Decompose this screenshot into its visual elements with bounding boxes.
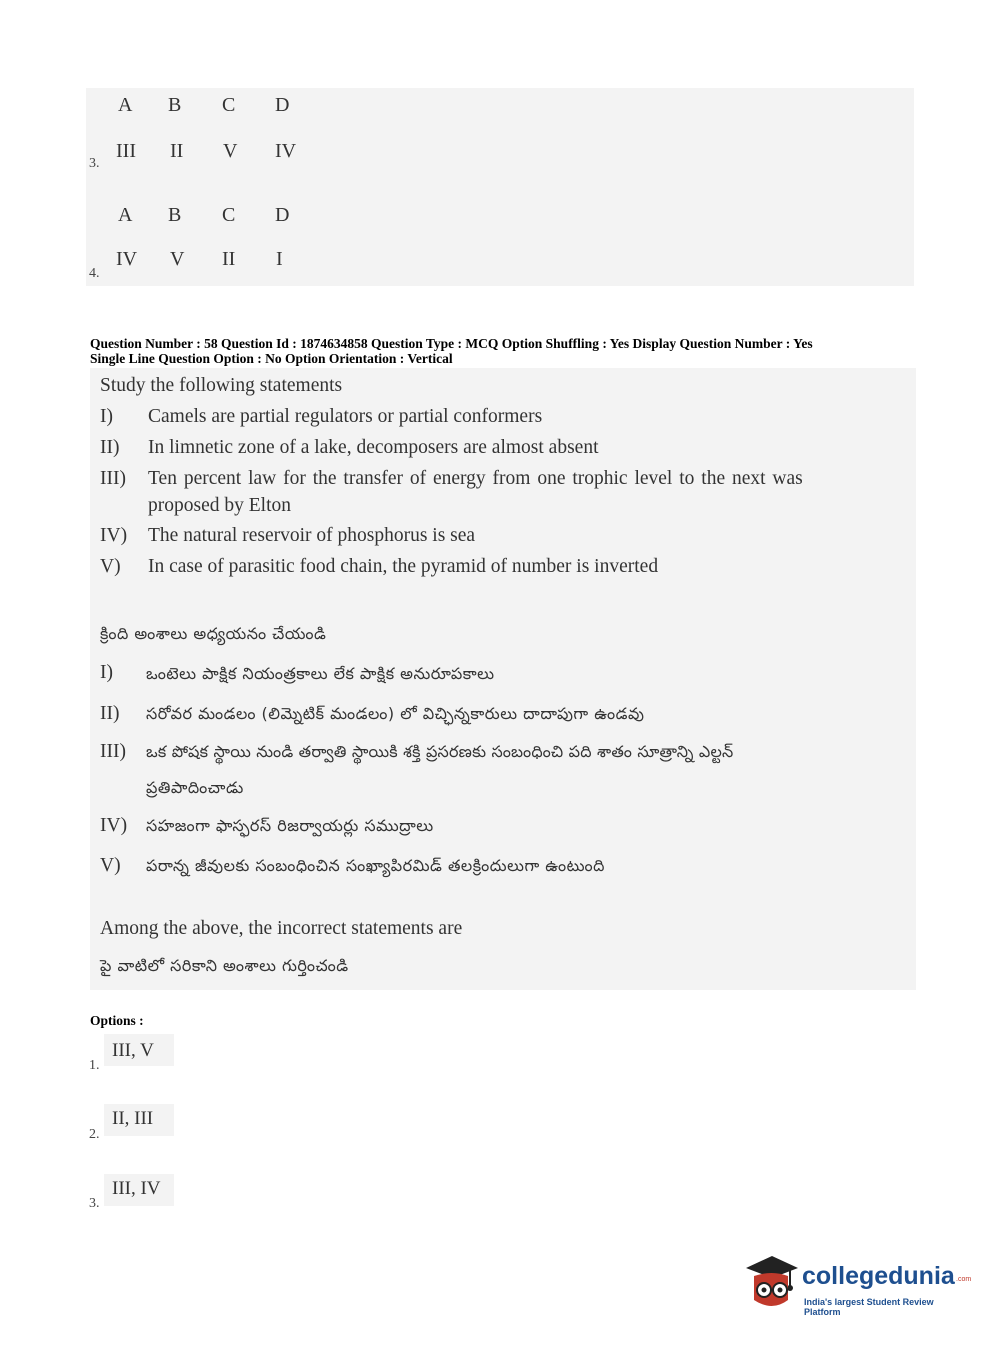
statement-text: ఒంటెలు పాక్షిక నియంత్రకాలు లేక పాక్షిక అనురూపకాలు: [146, 664, 495, 683]
matrix-value-cell: I: [276, 248, 283, 270]
option-number: 3.: [89, 1196, 100, 1211]
statement-text: సరోవర మండలం (లిమ్నెటిక్ మండలం) లో విచ్ఛిన్నకారులు దాదాపుగా ఉండవు: [146, 704, 645, 723]
option-number: 2.: [89, 1127, 100, 1142]
statement-text: In limnetic zone of a lake, decomposers are almost absent: [148, 437, 599, 458]
matrix-header-cell: B: [168, 204, 182, 226]
matrix-value-cell: III: [116, 140, 136, 162]
matrix-header-cell: D: [275, 94, 290, 116]
scan-block-prev-options: [86, 88, 914, 286]
option-number: 4.: [89, 266, 100, 281]
statement-number: V): [100, 556, 121, 577]
matrix-value-cell: IV: [116, 248, 138, 270]
matrix-header-cell: A: [118, 94, 133, 116]
mascot-icon: [740, 1250, 802, 1314]
matrix-header-cell: A: [118, 204, 133, 226]
question-intro-te: క్రింది అంశాలు అధ్యయనం చేయండి: [100, 624, 327, 643]
statement-number: I): [100, 406, 113, 427]
statement-text: The natural reservoir of phosphorus is sea: [148, 525, 476, 546]
statement-number: III): [100, 741, 126, 762]
statement-text: Camels are partial regulators or partial conformers: [148, 406, 543, 427]
option-number: 3.: [89, 156, 100, 171]
statement-text: సహజంగా ఫాస్ఫరస్ రిజర్వాయర్లు సముద్రాలు: [146, 816, 434, 835]
collegedunia-logo[interactable]: [740, 1248, 970, 1318]
statement-number: III): [100, 468, 126, 489]
question-meta-line-1: Question Number : 58 Question Id : 1874634858 Question Type : MCQ Option Shuffling : Yes Display Question Number : Yes: [90, 336, 813, 351]
matrix-header-cell: C: [222, 94, 236, 116]
statement-text: Ten percent law for the transfer of energy from one trophic level to the next was: [148, 468, 803, 489]
question-prompt-te: పై వాటిలో సరికాని అంశాలు గుర్తించండి: [100, 956, 349, 975]
statement-text-continued: proposed by Elton: [148, 495, 291, 516]
statement-number: IV): [100, 815, 128, 836]
statement-number: II): [100, 703, 120, 724]
option-text: III, V: [112, 1040, 154, 1061]
statement-number: II): [100, 437, 120, 458]
matrix-value-cell: II: [222, 248, 236, 270]
statement-text-continued: ప్రతిపాదించాడు: [146, 778, 244, 797]
statement-number: IV): [100, 525, 128, 546]
matrix-value-cell: V: [170, 248, 185, 270]
option-text: II, III: [112, 1108, 154, 1129]
question-meta-line-2: Single Line Question Option : No Option Orientation : Vertical: [90, 351, 453, 366]
options-label: Options :: [90, 1013, 144, 1028]
logo-tagline: India's largest Student Review Platform: [804, 1297, 934, 1317]
statement-text: In case of parasitic food chain, the pyramid of number is inverted: [148, 556, 659, 577]
statement-text: పరాన్న జీవులకు సంబంధించిన సంఖ్యాపిరమిడ్ తలక్రిందులుగా ఉంటుంది: [146, 856, 605, 875]
statement-number: I): [100, 662, 113, 683]
matrix-value-cell: II: [170, 140, 184, 162]
matrix-header-cell: B: [168, 94, 182, 116]
matrix-header-cell: C: [222, 204, 236, 226]
question-intro-en: Study the following statements: [100, 375, 343, 396]
statement-number: V): [100, 855, 121, 876]
matrix-value-cell: IV: [275, 140, 297, 162]
logo-suffix: .com: [956, 1276, 972, 1283]
option-text: III, IV: [112, 1178, 161, 1199]
statement-text: ఒక పోషక స్థాయి నుండి తర్వాతి స్థాయికి శక్తి ప్రసరణకు సంబంధించి పది శాతం సూత్రాన్ని ఎల్టన్: [146, 742, 734, 761]
question-prompt-en: Among the above, the incorrect statements are: [100, 918, 463, 939]
option-number: 1.: [89, 1058, 100, 1073]
matrix-header-cell: D: [275, 204, 290, 226]
logo-name: collegedunia: [802, 1262, 955, 1290]
matrix-value-cell: V: [223, 140, 238, 162]
